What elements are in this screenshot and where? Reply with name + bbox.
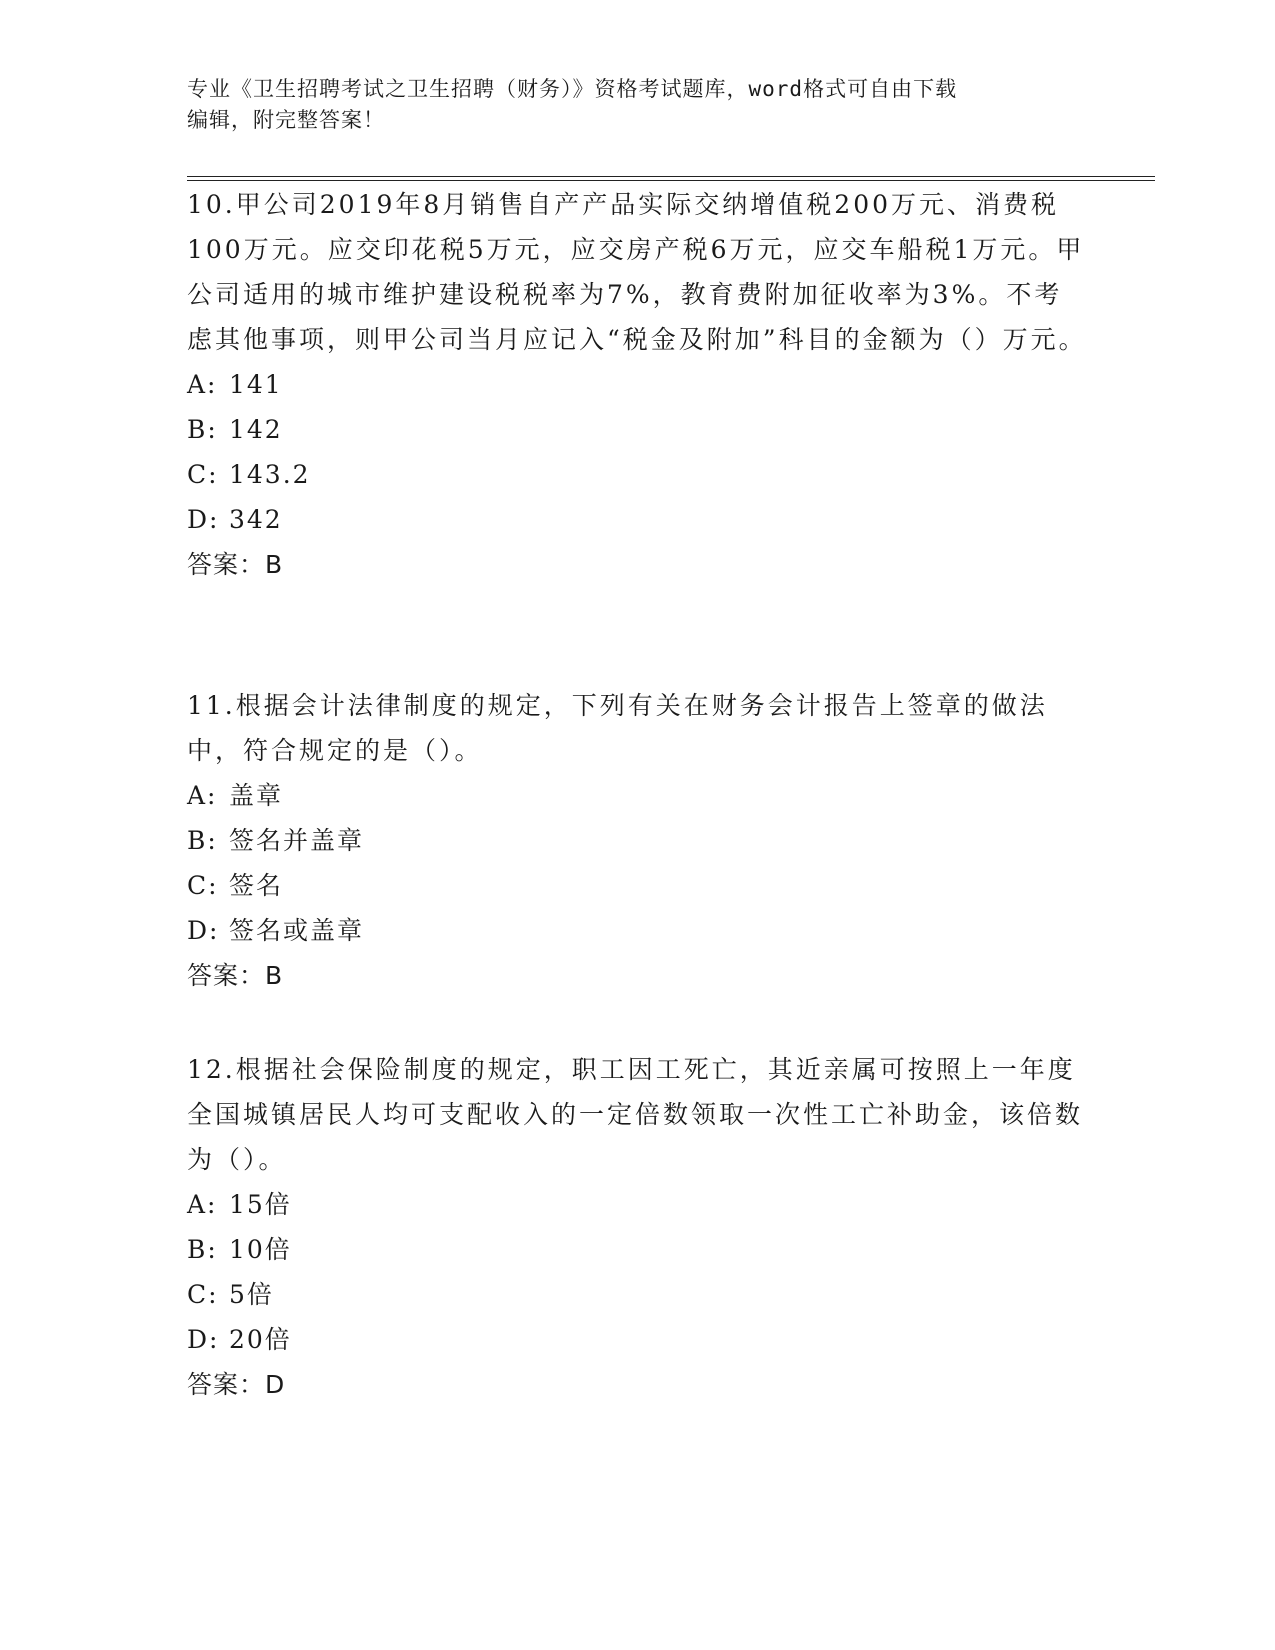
question-11 xyxy=(187,683,1087,998)
question-stem: 10.甲公司2019年8月销售自产产品实际交纳增值税200万元、消费税100万元。应交印花税5万元，应交房产税6万元，应交车船税1万元。甲公司适用的城市维护建设税税率为7%，教育费附加征收率为3%。不考虑其他事项，则甲公司当月应记入“税金及附加”科目的金额为（）万元。 xyxy=(187,190,1087,354)
option-text: 143.2 xyxy=(229,460,311,489)
option-c xyxy=(187,1272,1087,1317)
option-c xyxy=(187,452,1087,497)
option-letter: A: xyxy=(187,370,218,399)
header-line-2: 编辑，附完整答案！ xyxy=(187,108,385,132)
option-a xyxy=(187,1182,1087,1227)
option-letter: A: xyxy=(187,781,218,810)
option-text: 5倍 xyxy=(229,1280,274,1309)
option-letter: B: xyxy=(187,826,218,855)
option-text: 20倍 xyxy=(229,1325,292,1354)
option-letter: C: xyxy=(187,1280,219,1309)
option-letter: D: xyxy=(187,505,220,534)
option-letter: C: xyxy=(187,871,219,900)
header-divider xyxy=(187,176,1155,181)
document-header xyxy=(187,74,1087,136)
option-text: 签名或盖章 xyxy=(229,916,365,945)
option-text: 签名并盖章 xyxy=(229,826,365,855)
option-text: 10倍 xyxy=(229,1235,292,1264)
option-b xyxy=(187,818,1087,863)
option-letter: A: xyxy=(187,1190,218,1219)
option-letter: D: xyxy=(187,916,220,945)
option-text: 15倍 xyxy=(229,1190,292,1219)
option-d xyxy=(187,497,1087,542)
option-letter: C: xyxy=(187,460,219,489)
option-a xyxy=(187,362,1087,407)
answer-line: 答案：B xyxy=(187,550,284,579)
option-a xyxy=(187,773,1087,818)
question-stem: 11.根据会计法律制度的规定，下列有关在财务会计报告上签章的做法中，符合规定的是（）。 xyxy=(187,691,1048,765)
option-b xyxy=(187,407,1087,452)
option-b xyxy=(187,1227,1087,1272)
answer-line: 答案：B xyxy=(187,961,284,990)
option-text: 141 xyxy=(229,370,283,399)
option-text: 签名 xyxy=(229,871,284,900)
option-letter: B: xyxy=(187,1235,218,1264)
question-12 xyxy=(187,1047,1087,1407)
option-d xyxy=(187,1317,1087,1362)
question-10 xyxy=(187,182,1087,587)
option-text: 142 xyxy=(229,415,283,444)
option-letter: B: xyxy=(187,415,218,444)
header-line-1: 专业《卫生招聘考试之卫生招聘（财务）》资格考试题库，word格式可自由下载 xyxy=(187,77,958,101)
option-c xyxy=(187,863,1087,908)
option-text: 342 xyxy=(229,505,283,534)
option-d xyxy=(187,908,1087,953)
question-stem: 12.根据社会保险制度的规定，职工因工死亡，其近亲属可按照上一年度全国城镇居民人均可支配收入的一定倍数领取一次性工亡补助金，该倍数为（）。 xyxy=(187,1055,1084,1174)
answer-line: 答案：D xyxy=(187,1370,286,1399)
option-text: 盖章 xyxy=(229,781,284,810)
option-letter: D: xyxy=(187,1325,220,1354)
